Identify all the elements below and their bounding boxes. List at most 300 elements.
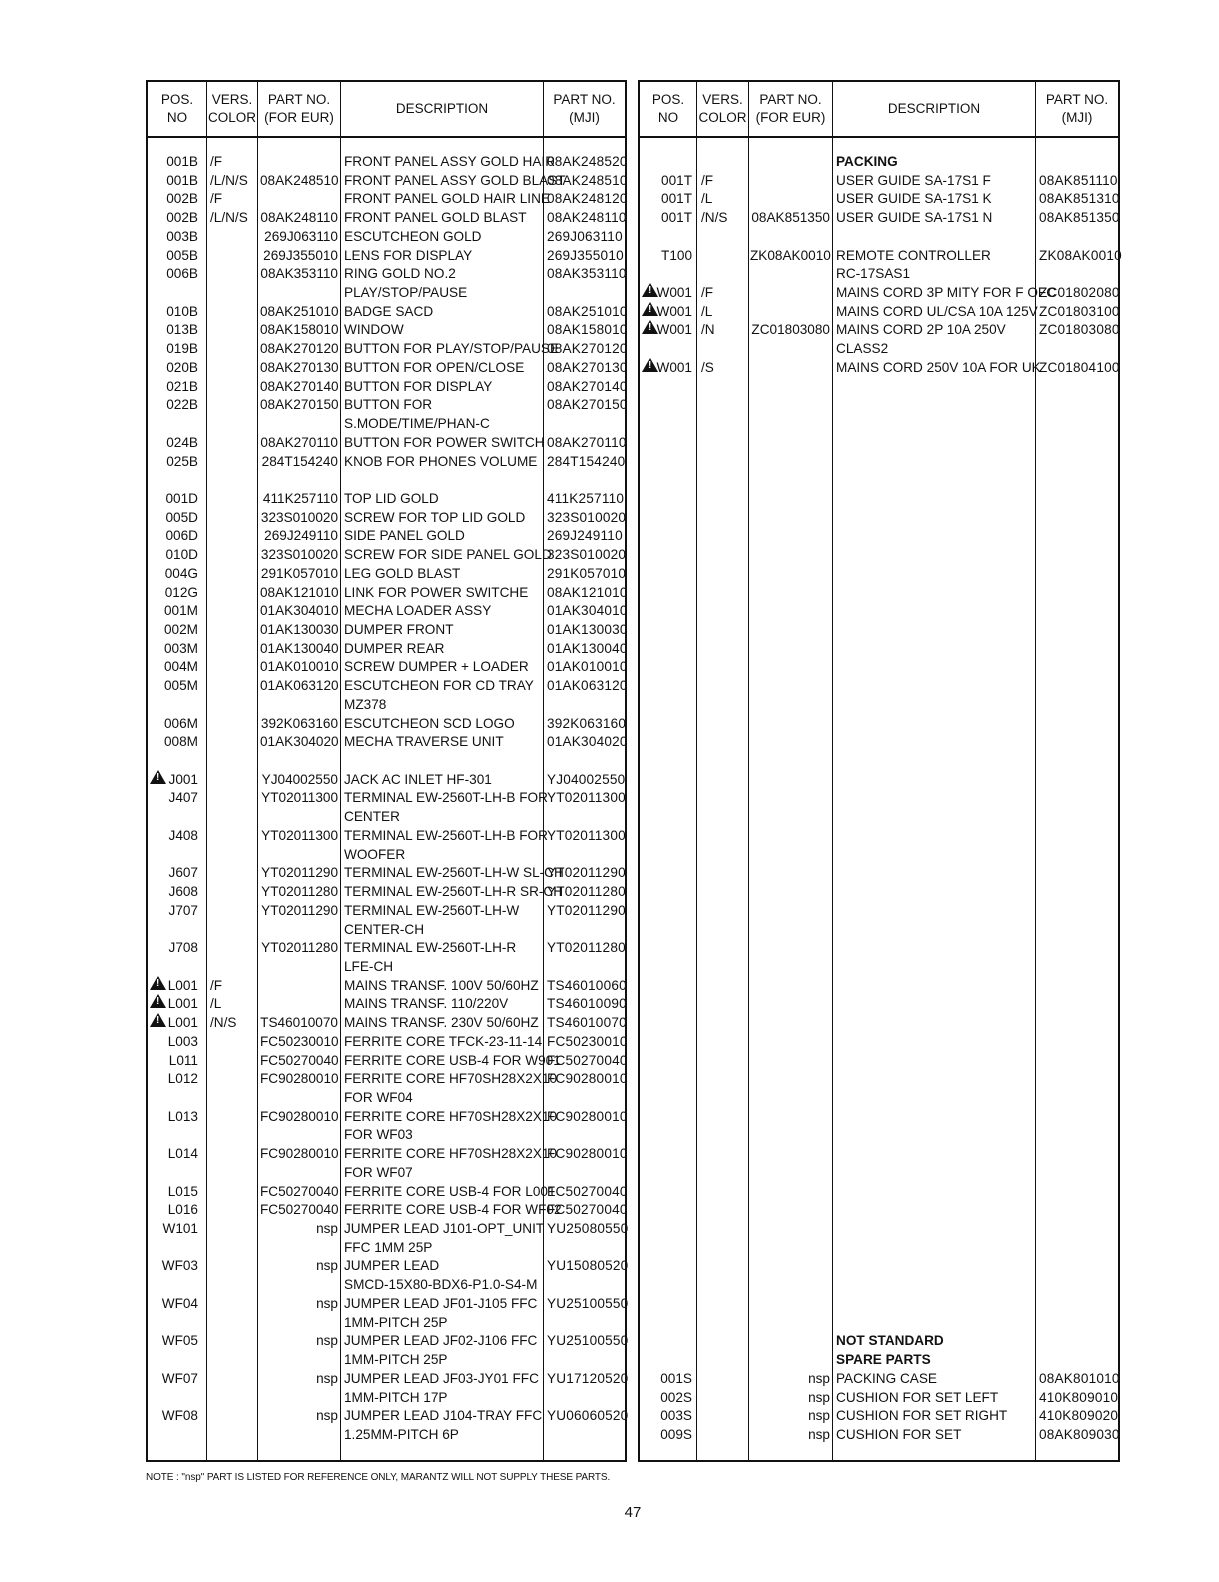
description-cell: NOT STANDARD [836, 1333, 944, 1349]
table-row [148, 676, 628, 695]
part-no-eur-cell: 08AK270110 [260, 434, 338, 450]
pos-cell: T100 [661, 247, 692, 263]
description-cell: 1MM-PITCH 25P [344, 1314, 448, 1330]
description-cell: TERMINAL EW-2560T-LH-B FOR [344, 790, 548, 806]
table-row [148, 1425, 625, 1444]
description-cell: JACK AC INLET HF-301 [344, 771, 492, 787]
part-no-mji-cell: TS46010070 [547, 1015, 627, 1031]
table-row [148, 807, 625, 826]
description-cell: JUMPER LEAD J101-OPT_UNIT [344, 1221, 545, 1237]
table-row [148, 320, 628, 339]
part-no-eur-cell: 08AK270120 [260, 341, 339, 357]
part-no-mji-cell: YU25080550 [547, 1221, 629, 1237]
part-no-mji-cell: 323S010020 [547, 509, 627, 525]
part-no-eur-cell: nsp [316, 1295, 338, 1311]
description-cell: MAINS TRANSF. 110/220V [344, 996, 509, 1012]
version-cell: /F [701, 285, 714, 301]
part-no-mji-cell: 269J063110 [547, 228, 623, 244]
pos-cell: 002S [660, 1389, 692, 1405]
pos-cell: J408 [168, 827, 198, 843]
part-no-mji-cell: 269J355010 [547, 247, 624, 263]
table-row [148, 788, 625, 807]
pos-cell: 001D [165, 490, 198, 506]
description-cell: 1MM-PITCH 25P [344, 1352, 448, 1368]
table-row [640, 1369, 1118, 1388]
description-cell: USER GUIDE SA-17S1 F [836, 172, 991, 188]
part-no-mji-cell: YU15080520 [547, 1258, 629, 1274]
pos-cell: L011 [168, 1052, 198, 1068]
part-no-eur-cell: nsp [316, 1221, 338, 1237]
description-cell: SPARE PARTS [836, 1352, 931, 1368]
table-row [148, 377, 628, 396]
table-row [148, 601, 628, 620]
table-row [148, 695, 625, 714]
table-row [148, 1069, 628, 1088]
table-row [148, 770, 625, 789]
description-cell: TERMINAL EW-2560T-LH-W [344, 902, 520, 918]
table-row [640, 152, 1118, 171]
part-no-eur-cell: FC50270040 [260, 1052, 339, 1068]
pos-cell: 022B [166, 397, 198, 413]
part-no-mji-cell: 08AK270110 [547, 434, 627, 450]
version-cell: /L/N/S [210, 210, 248, 226]
part-no-eur-cell: 08AK248110 [260, 210, 338, 226]
table-row [148, 545, 625, 564]
part-no-eur-cell: nsp [316, 1408, 338, 1424]
table-row [148, 508, 625, 527]
table-row [148, 714, 625, 733]
pos-cell: 002B [166, 210, 198, 226]
pos-cell: 001B [166, 172, 198, 188]
table-row [148, 863, 625, 882]
part-no-eur-cell: 01AK304020 [260, 734, 339, 750]
pos-cell: 001S [660, 1370, 692, 1386]
version-cell: /L [701, 191, 713, 207]
pos-cell: J608 [168, 884, 198, 900]
table-row [148, 414, 625, 433]
pos-cell: 001T [661, 210, 692, 226]
description-cell: REMOTE CONTROLLER [836, 247, 991, 263]
part-no-mji-cell: ZC01803080 [1039, 322, 1120, 338]
description-cell: FFC 1MM 25P [344, 1239, 433, 1255]
description-cell: MAINS TRANSF. 100V 50/60HZ [344, 977, 539, 993]
description-cell: BUTTON FOR PLAY/STOP/PAUSE [344, 341, 560, 357]
part-no-eur-cell: YT02011280 [261, 884, 338, 900]
description-cell: ESCUTCHEON GOLD [344, 228, 482, 244]
pos-cell: 002M [163, 622, 198, 637]
table-row [148, 1350, 625, 1369]
description-cell: SCREW DUMPER + LOADER [344, 659, 529, 675]
part-no-eur-cell: nsp [808, 1370, 830, 1386]
table-row [148, 208, 625, 227]
table-row [148, 358, 628, 377]
description-cell: KNOB FOR PHONES VOLUME [344, 453, 538, 469]
version-cell: /F [701, 172, 714, 188]
pos-cell: 006B [166, 266, 198, 282]
pos-cell: 013B [166, 322, 198, 338]
table-row [148, 845, 625, 864]
part-no-mji-cell: 08AK121010 [547, 584, 628, 600]
table-row [148, 976, 625, 995]
part-no-eur-cell: FC50230010 [260, 1033, 339, 1049]
table-row [148, 920, 625, 939]
pos-cell: L001 [167, 977, 198, 993]
part-no-eur-cell: 323S010020 [260, 509, 338, 525]
pos-cell: 005B [166, 247, 198, 263]
description-cell: BUTTON FOR [344, 397, 433, 413]
description-cell: TERMINAL EW-2560T-LH-R SR-CH [344, 884, 564, 900]
table-row [148, 1313, 625, 1332]
description-cell: SIDE PANEL GOLD [344, 528, 465, 544]
table-row [640, 1406, 1118, 1425]
description-cell: MZ378 [344, 696, 387, 712]
header-part-eur: PART NO. (FOR EUR) [264, 92, 334, 125]
table-row [148, 452, 625, 471]
pos-cell: L003 [167, 1033, 198, 1049]
description-cell: FERRITE CORE USB-4 FOR WF02 [344, 1202, 562, 1218]
description-cell: DUMPER REAR [344, 640, 445, 656]
description-cell: FERRITE CORE HF70SH28X2X10 [344, 1071, 558, 1087]
table-row [640, 189, 1118, 208]
part-no-mji-cell: 08AK801010 [1039, 1370, 1120, 1386]
description-cell: MAINS CORD UL/CSA 10A 125V [836, 303, 1038, 319]
description-cell: LINK FOR POWER SWITCHE [344, 584, 529, 600]
table-row [148, 1331, 629, 1350]
description-cell: LENS FOR DISPLAY [344, 247, 473, 263]
description-cell: ESCUTCHEON FOR CD TRAY [344, 678, 534, 694]
part-no-mji-cell: YT02011300 [547, 827, 626, 843]
description-cell: FERRITE CORE USB-4 FOR L001 [344, 1183, 556, 1199]
version-cell: /F [210, 154, 223, 169]
pos-cell: WF03 [161, 1258, 198, 1274]
part-no-mji-cell: 410K809010 [1039, 1389, 1119, 1405]
version-cell: /N/S [210, 1015, 237, 1031]
table-row [148, 1294, 629, 1313]
description-cell: CUSHION FOR SET [836, 1426, 962, 1442]
table-row [148, 1388, 625, 1407]
table-row [148, 489, 625, 508]
description-cell: JUMPER LEAD J104-TRAY FFC [344, 1408, 543, 1424]
version-cell: /F [210, 977, 223, 993]
description-cell: CENTER-CH [344, 921, 425, 937]
part-no-mji-cell: ZC01803100 [1039, 303, 1120, 319]
part-no-eur-cell: 01AK063120 [260, 678, 339, 694]
part-no-mji-cell: ZC01802080 [1039, 285, 1120, 301]
description-cell: TERMINAL EW-2560T-LH-W SL-CH [344, 865, 564, 881]
pos-cell: 001B [166, 154, 198, 169]
description-cell: S.MODE/TIME/PHAN-C [344, 416, 490, 432]
table-row [148, 564, 625, 583]
pos-cell: 004M [163, 659, 198, 675]
table-row [640, 1388, 1118, 1407]
part-no-mji-cell: TS46010060 [547, 977, 627, 993]
part-no-eur-cell: FC90280010 [260, 1146, 339, 1162]
table-row [640, 320, 1118, 339]
part-no-eur-cell: 411K257110 [262, 490, 338, 506]
part-no-eur-cell: 284T154240 [261, 453, 338, 469]
part-no-mji-cell: 01AK304020 [547, 734, 628, 750]
part-no-mji-cell: 08AK158010 [547, 322, 628, 338]
version-cell: /N [701, 322, 715, 338]
part-no-eur-cell: YT02011280 [261, 940, 338, 956]
header-part-mji: PART NO. (MJI) [1045, 92, 1109, 125]
description-cell: LEG GOLD BLAST [344, 565, 461, 581]
part-no-eur-cell: FC90280010 [260, 1108, 339, 1124]
pos-cell: W101 [162, 1221, 198, 1237]
warning-triangle-icon [150, 976, 166, 990]
pos-cell: J707 [168, 902, 198, 918]
description-cell: CUSHION FOR SET LEFT [836, 1389, 999, 1405]
part-no-mji-cell: 411K257110 [547, 490, 625, 506]
part-no-eur-cell: nsp [808, 1389, 830, 1405]
description-cell: MAINS CORD 2P 10A 250V [836, 322, 1006, 338]
description-cell: WOOFER [344, 846, 406, 862]
part-no-eur-cell: 08AK353110 [260, 266, 338, 282]
description-cell: RC-17SAS1 [836, 266, 911, 282]
table-row [148, 189, 628, 208]
parts-table-left [146, 80, 627, 1462]
pos-cell: WF05 [161, 1333, 198, 1349]
description-cell: SMCD-15X80-BDX6-P1.0-S4-M [344, 1277, 538, 1293]
pos-cell: J001 [168, 771, 198, 787]
table-row [148, 1088, 625, 1107]
table-row [148, 302, 628, 321]
part-no-mji-cell: 01AK304010 [547, 603, 628, 619]
table-row [148, 901, 625, 920]
part-no-eur-cell: nsp [316, 1258, 338, 1274]
part-no-mji-cell: 284T154240 [547, 453, 626, 469]
table-row [148, 938, 625, 957]
description-cell: CUSHION FOR SET RIGHT [836, 1408, 1008, 1424]
pos-cell: WF08 [161, 1408, 198, 1424]
part-no-mji-cell: ZC01804100 [1039, 359, 1120, 375]
part-no-eur-cell: 08AK270140 [260, 378, 339, 394]
pos-cell: 005M [163, 678, 198, 694]
description-cell: FOR WF03 [344, 1127, 413, 1143]
part-no-mji-cell: 08AK851110 [1039, 172, 1118, 188]
description-cell: SCREW FOR TOP LID GOLD [344, 509, 526, 525]
part-no-mji-cell: 392K063160 [547, 715, 627, 731]
part-no-mji-cell: 08AK851310 [1039, 191, 1120, 207]
warning-triangle-icon [642, 302, 658, 316]
table-row [148, 1200, 628, 1219]
description-cell: CLASS2 [836, 341, 889, 357]
part-no-eur-cell: 08AK270130 [260, 359, 339, 375]
part-no-mji-cell: 08AK251010 [547, 303, 628, 319]
pos-cell: L014 [167, 1146, 198, 1162]
description-cell: FOR WF07 [344, 1164, 413, 1180]
part-no-eur-cell: 08AK851350 [751, 210, 830, 226]
pos-cell: L001 [167, 996, 198, 1012]
description-cell: BADGE SACD [344, 303, 434, 319]
part-no-mji-cell: 269J249110 [547, 528, 623, 544]
warning-triangle-icon [150, 770, 166, 784]
part-no-mji-cell: 08AK270150 [547, 397, 628, 413]
part-no-eur-cell: 08AK251010 [260, 303, 339, 319]
part-no-eur-cell: 269J355010 [263, 247, 338, 263]
table-row [148, 433, 625, 452]
version-cell: /L/N/S [210, 172, 248, 188]
part-no-eur-cell: 291K057010 [260, 565, 338, 581]
table-row [148, 171, 628, 190]
description-cell: BUTTON FOR DISPLAY [344, 378, 493, 394]
description-cell: USER GUIDE SA-17S1 K [836, 191, 992, 207]
description-cell: PACKING CASE [836, 1370, 937, 1386]
description-cell: FRONT PANEL GOLD HAIR LINE [344, 191, 550, 207]
description-cell: JUMPER LEAD JF03-JY01 FFC [344, 1370, 539, 1386]
pos-cell: 002B [166, 191, 198, 207]
warning-triangle-icon [150, 994, 166, 1008]
part-no-mji-cell: YT02011290 [547, 865, 626, 881]
part-no-mji-cell: FC90280010 [547, 1146, 628, 1162]
part-no-mji-cell: 08AK248110 [547, 210, 627, 226]
pos-cell: J407 [168, 790, 198, 806]
description-cell: 1MM-PITCH 17P [344, 1389, 448, 1405]
part-no-eur-cell: ZC01803080 [751, 322, 830, 338]
table-row [640, 208, 1118, 227]
part-no-eur-cell: 323S010020 [260, 547, 338, 563]
part-no-eur-cell: 01AK130030 [260, 622, 339, 637]
header-pos: POS. NO [160, 92, 194, 125]
table-row [148, 620, 628, 639]
part-no-eur-cell: nsp [808, 1426, 830, 1442]
table-row [148, 152, 628, 171]
table-row [148, 1182, 628, 1201]
table-row [148, 732, 628, 751]
description-cell: MECHA LOADER ASSY [344, 603, 492, 619]
pos-cell: J607 [168, 865, 198, 881]
description-cell: FERRITE CORE HF70SH28X2X10 [344, 1108, 558, 1124]
table-row [148, 1275, 625, 1294]
description-cell: FRONT PANEL GOLD BLAST [344, 210, 527, 226]
pos-cell: WF04 [161, 1295, 198, 1311]
table-row [640, 283, 1118, 302]
header-vers: VERS. COLOR [698, 92, 747, 125]
part-no-eur-cell: 269J063110 [264, 228, 338, 244]
description-cell: FERRITE CORE USB-4 FOR W901 [344, 1052, 561, 1068]
part-no-mji-cell: 410K809020 [1039, 1408, 1119, 1424]
part-no-eur-cell: FC90280010 [260, 1071, 339, 1087]
pos-cell: 009S [660, 1426, 692, 1442]
part-no-mji-cell: FC50270040 [547, 1202, 628, 1218]
table-row [148, 583, 628, 602]
version-cell: /L [210, 996, 222, 1012]
part-no-eur-cell: 01AK010010 [260, 659, 339, 675]
table-row [148, 1406, 629, 1425]
description-cell: MAINS CORD 3P MITY FOR F OFC [836, 285, 1057, 301]
header-description: DESCRIPTION [395, 101, 489, 116]
pos-cell: W001 [656, 285, 692, 301]
table-row [148, 826, 625, 845]
description-cell: FOR WF04 [344, 1090, 413, 1105]
description-cell: TERMINAL EW-2560T-LH-B FOR [344, 827, 548, 843]
pos-cell: W001 [656, 303, 692, 319]
description-cell: MECHA TRAVERSE UNIT [344, 734, 504, 750]
table-row [148, 526, 625, 545]
table-row [148, 395, 628, 414]
part-no-eur-cell: 08AK248510 [260, 172, 339, 188]
header-description: DESCRIPTION [887, 101, 981, 116]
part-no-eur-cell: YT02011290 [261, 865, 338, 881]
header-part-mji: PART NO. (MJI) [553, 92, 616, 125]
table-row [640, 264, 1118, 283]
part-no-mji-cell: YJ04002550 [547, 771, 626, 787]
table-row [640, 1331, 1118, 1350]
table-row [148, 283, 625, 302]
table-row [148, 1032, 628, 1051]
description-cell: FERRITE CORE TFCK-23-11-14 [344, 1033, 543, 1049]
table-row [148, 882, 625, 901]
pos-cell: 001M [163, 603, 198, 619]
part-no-eur-cell: 08AK270150 [260, 397, 339, 413]
pos-cell: L016 [167, 1202, 198, 1218]
part-no-eur-cell: 08AK158010 [260, 322, 339, 338]
description-cell: BUTTON FOR OPEN/CLOSE [344, 359, 525, 375]
part-no-eur-cell: 01AK130040 [260, 640, 339, 656]
part-no-mji-cell: 01AK010010 [547, 659, 628, 675]
table-row [148, 657, 628, 676]
part-no-mji-cell: FC90280010 [547, 1108, 628, 1124]
table-row [148, 1051, 628, 1070]
table-row [640, 246, 1122, 265]
description-cell: FERRITE CORE HF70SH28X2X10 [344, 1146, 558, 1162]
table-row [148, 1256, 629, 1275]
part-no-mji-cell: FC50270040 [547, 1183, 628, 1199]
part-no-eur-cell: YJ04002550 [261, 771, 338, 787]
version-cell: /L [701, 303, 713, 319]
pos-cell: 001T [661, 191, 692, 207]
part-no-mji-cell: 08AK248120 [547, 191, 628, 207]
part-no-mji-cell: 01AK130030 [547, 622, 628, 637]
pos-cell: 001T [661, 172, 692, 188]
pos-cell: 006D [165, 528, 198, 544]
page-number: 47 [624, 1504, 642, 1521]
description-cell: PLAY/STOP/PAUSE [344, 285, 468, 301]
part-no-eur-cell: nsp [808, 1408, 830, 1424]
description-cell: JUMPER LEAD JF02-J106 FFC [344, 1333, 538, 1349]
description-cell: JUMPER LEAD [344, 1258, 440, 1274]
description-cell: TERMINAL EW-2560T-LH-R [344, 940, 517, 956]
table-row [148, 957, 625, 976]
part-no-eur-cell: 01AK304010 [260, 603, 339, 619]
pos-cell: W001 [656, 359, 692, 375]
table-row [148, 1238, 625, 1257]
table-row [640, 1350, 1118, 1369]
part-no-eur-cell: nsp [316, 1370, 338, 1386]
part-no-eur-cell: TS46010070 [260, 1015, 338, 1031]
pos-cell: 019B [166, 341, 198, 357]
part-no-mji-cell: YT02011280 [547, 940, 626, 956]
part-no-eur-cell: YT02011290 [261, 902, 338, 918]
part-no-mji-cell: 08AK851350 [1039, 210, 1120, 226]
description-cell: 1.25MM-PITCH 6P [344, 1426, 459, 1442]
description-cell: FRONT PANEL ASSY GOLD BLAST [344, 172, 566, 188]
description-cell: MAINS TRANSF. 230V 50/60HZ [344, 1015, 539, 1031]
pos-cell: J708 [168, 940, 198, 956]
warning-triangle-icon [642, 283, 658, 297]
pos-cell: 020B [166, 359, 198, 375]
pos-cell: 024B [166, 434, 198, 450]
part-no-mji-cell: FC50270040 [547, 1052, 628, 1068]
part-no-eur-cell: YT02011300 [261, 827, 338, 843]
description-cell: JUMPER LEAD JF01-J105 FFC [344, 1295, 538, 1311]
part-no-mji-cell: YT02011290 [547, 902, 626, 918]
part-no-eur-cell: 08AK121010 [260, 584, 339, 600]
description-cell: USER GUIDE SA-17S1 N [836, 210, 993, 226]
pos-cell: 010B [166, 303, 198, 319]
table-row [148, 1013, 625, 1032]
part-no-mji-cell: ZK08AK0010 [1039, 247, 1122, 263]
